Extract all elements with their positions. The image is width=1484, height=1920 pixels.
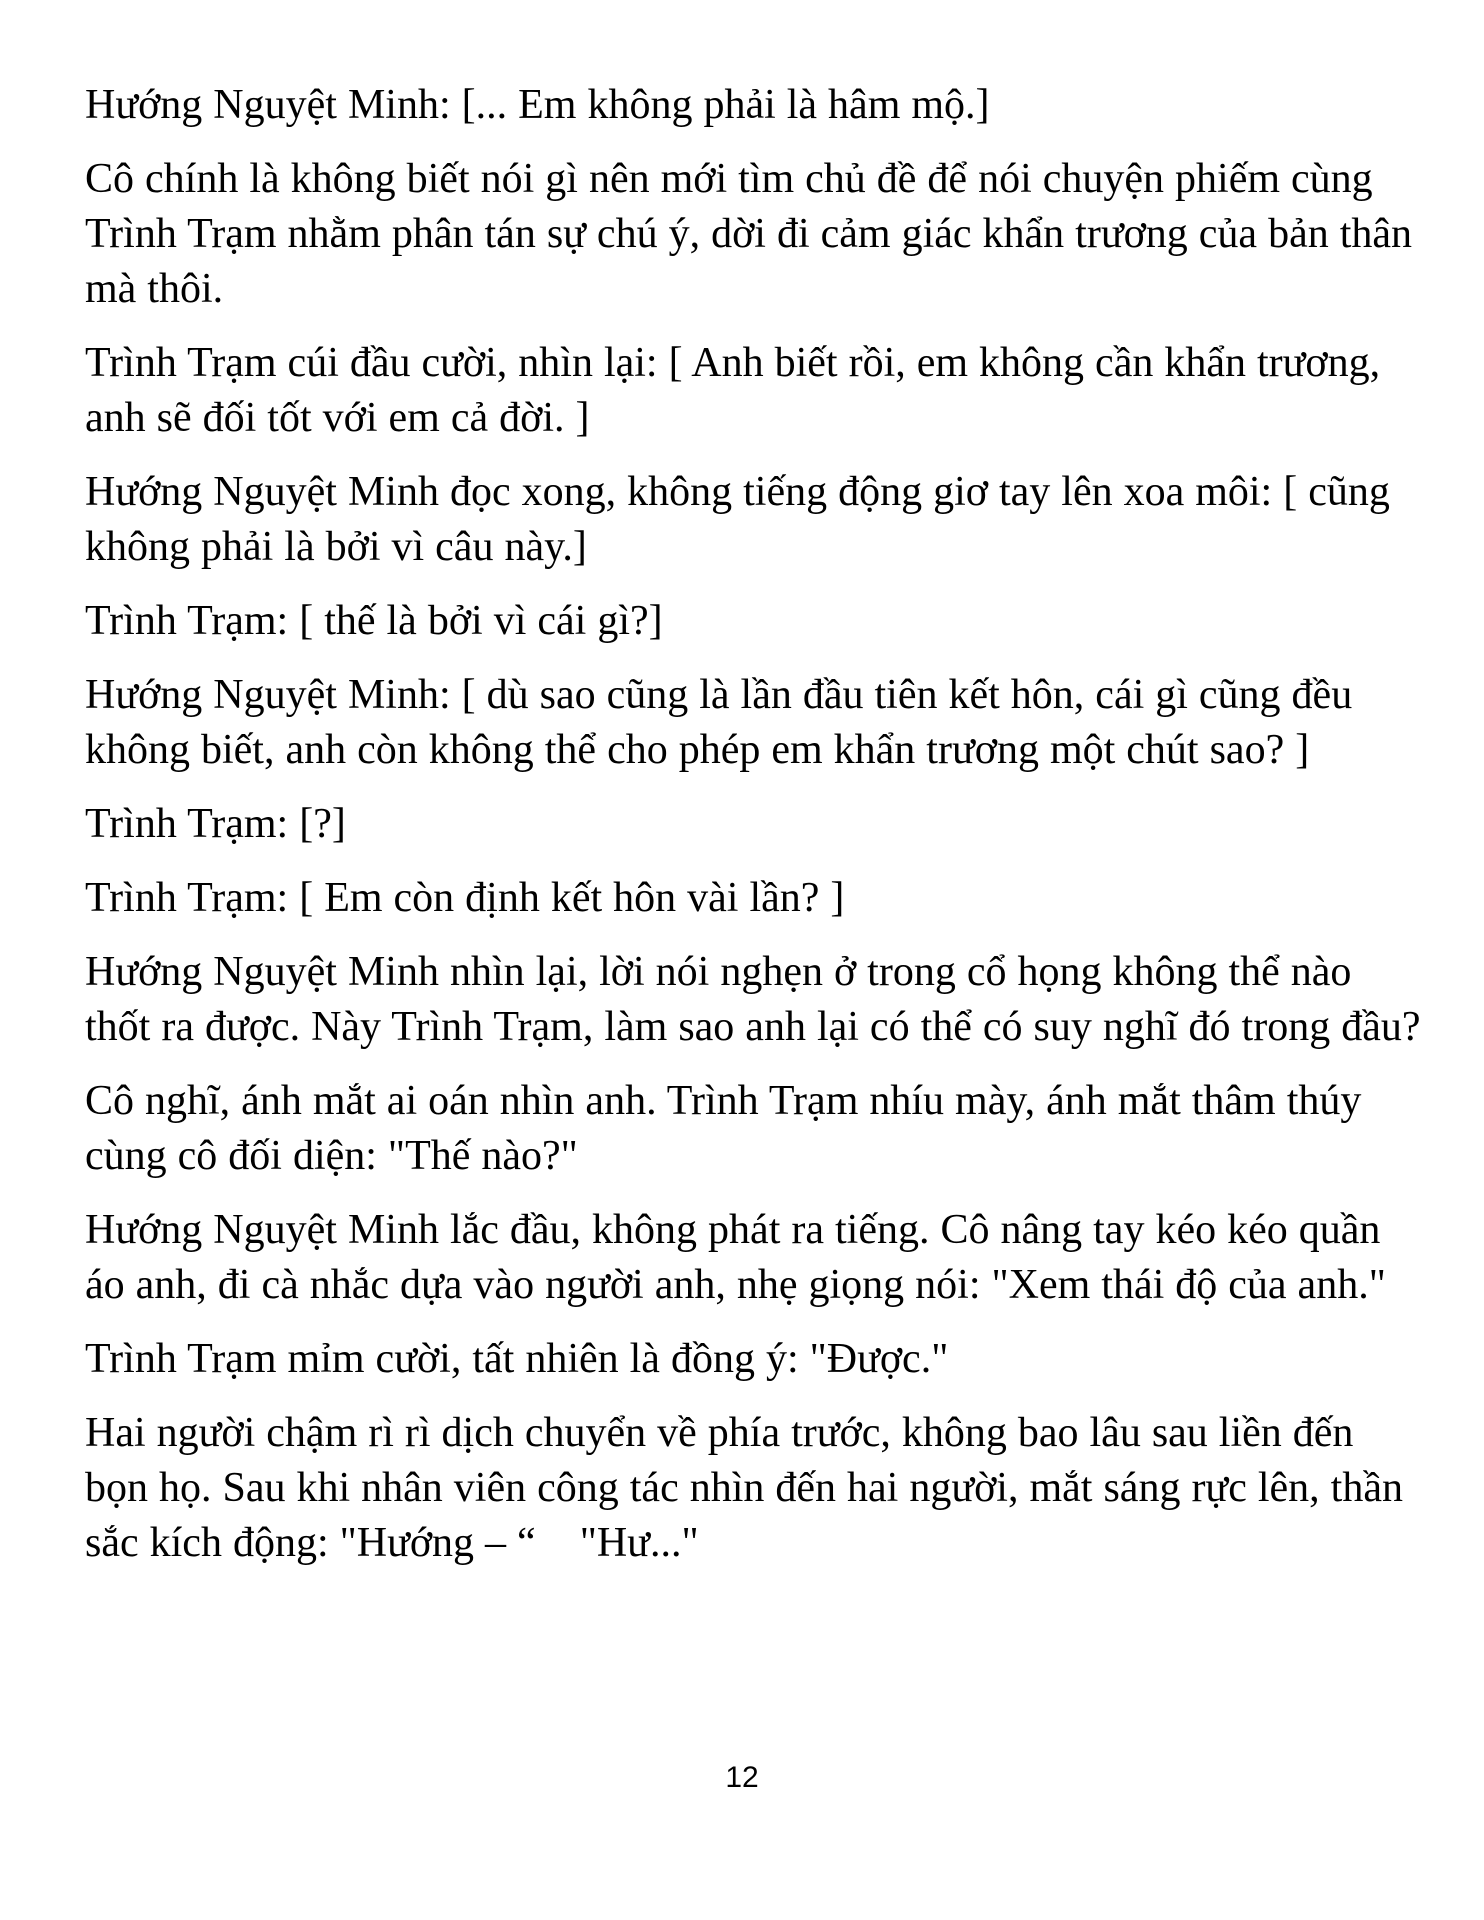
paragraph: Trình Trạm cúi đầu cười, nhìn lại: [ Anh biết rồi, em không cần khẩn trương, anh sẽ đối tốt với em cả đời. ] (85, 340, 1381, 441)
paragraph: Trình Trạm: [?] (85, 801, 346, 847)
document-body (85, 78, 1425, 1590)
paragraph: Hai người chậm rì rì dịch chuyển về phía trước, không bao lâu sau liền đến bọn họ. Sau khi nhân viên công tác nhìn đến hai người, mắt sáng rực lên, thần sắc kích động: "Hướng – “ "Hư..." (85, 1410, 1403, 1566)
paragraph: Hướng Nguyệt Minh nhìn lại, lời nói nghẹn ở trong cổ họng không thể nào thốt ra được. Này Trình Trạm, làm sao anh lại có thể có suy nghĩ đó trong đầu? (85, 949, 1421, 1050)
page-number: 12 (725, 1761, 759, 1794)
paragraph: Hướng Nguyệt Minh: [ dù sao cũng là lần đầu tiên kết hôn, cái gì cũng đều không biết, anh còn không thể cho phép em khẩn trương một chút sao? ] (85, 672, 1353, 773)
paragraph: Trình Trạm: [ Em còn định kết hôn vài lần? ] (85, 875, 845, 921)
paragraph: Cô chính là không biết nói gì nên mới tìm chủ đề để nói chuyện phiếm cùng Trình Trạm nhằm phân tán sự chú ý, dời đi cảm giác khẩn trương của bản thân mà thôi. (85, 156, 1413, 312)
paragraph: Trình Trạm: [ thế là bởi vì cái gì?] (85, 598, 663, 644)
paragraph: Cô nghĩ, ánh mắt ai oán nhìn anh. Trình Trạm nhíu mày, ánh mắt thâm thúy cùng cô đối diện: "Thế nào?" (85, 1078, 1362, 1179)
paragraph: Hướng Nguyệt Minh lắc đầu, không phát ra tiếng. Cô nâng tay kéo kéo quần áo anh, đi cà nhắc dựa vào người anh, nhẹ giọng nói: "Xem thái độ của anh." (85, 1207, 1386, 1308)
paragraph: Hướng Nguyệt Minh: [... Em không phải là hâm mộ.] (85, 82, 990, 128)
paragraph: Hướng Nguyệt Minh đọc xong, không tiếng động giơ tay lên xoa môi: [ cũng không phải là bởi vì câu này.] (85, 469, 1390, 570)
paragraph: Trình Trạm mỉm cười, tất nhiên là đồng ý: "Được." (85, 1336, 949, 1382)
